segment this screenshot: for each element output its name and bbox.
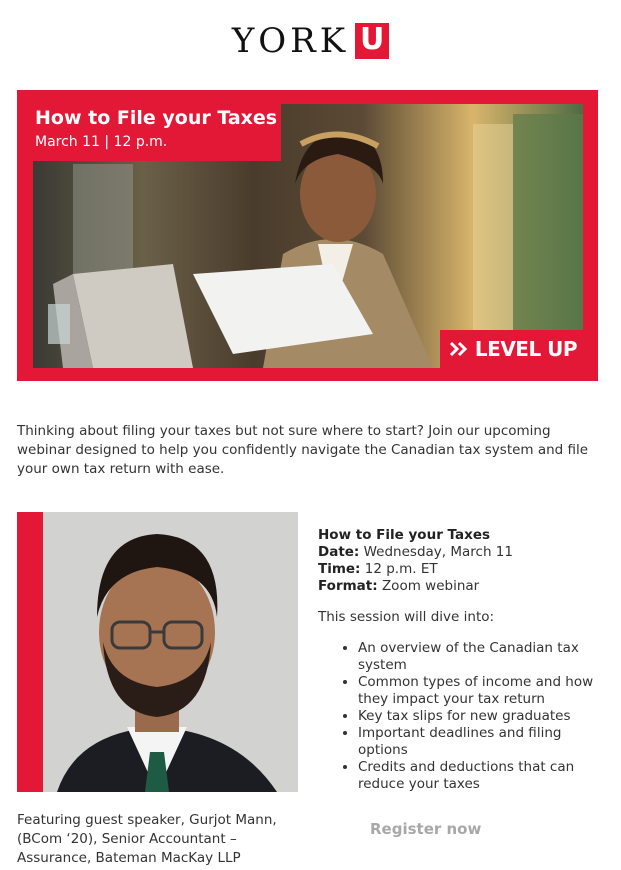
hero-banner bbox=[17, 90, 598, 381]
list-item: • Important deadlines and filing options bbox=[358, 725, 608, 759]
speaker-red-accent bbox=[17, 512, 43, 792]
logo-red-box bbox=[355, 23, 389, 59]
event-date-value: Wednesday, March 11 bbox=[363, 544, 513, 560]
event-format-value: Zoom webinar bbox=[381, 578, 480, 594]
topics-list bbox=[318, 640, 608, 793]
event-title: How to File your Taxes bbox=[318, 527, 491, 543]
event-details bbox=[318, 527, 608, 793]
intro-paragraph: Thinking about filing your taxes but not sure where to start? Join our upcoming webinar designed to help you confidently navigate the Canadian tax system and file your own tax return with ease. bbox=[17, 423, 589, 477]
event-format bbox=[318, 578, 608, 595]
speaker-portrait bbox=[17, 512, 298, 792]
logo-box-letter: U bbox=[359, 22, 385, 57]
level-up-badge bbox=[440, 330, 586, 368]
speaker-photo bbox=[17, 512, 298, 792]
event-time-value: 12 p.m. ET bbox=[364, 561, 438, 577]
event-date-label: Date: bbox=[318, 544, 360, 560]
event-format-label: Format: bbox=[318, 578, 378, 594]
speaker-caption: Featuring guest speaker, Gurjot Mann, (BCom ‘20), Senior Accountant – Assurance, Bateman MacKay LLP bbox=[17, 812, 277, 866]
double-chevron-right-icon bbox=[449, 341, 469, 357]
event-time-label: Time: bbox=[318, 561, 361, 577]
list-item: • Credits and deductions that can reduce your taxes bbox=[358, 759, 608, 793]
list-item: • Common types of income and how they impact your tax return bbox=[358, 674, 608, 708]
hero-date: March 11 | 12 p.m. bbox=[35, 133, 168, 150]
york-u-logo bbox=[0, 20, 621, 62]
list-item: • An overview of the Canadian tax system bbox=[358, 640, 608, 674]
register-now-link[interactable]: Register now bbox=[370, 820, 482, 838]
logo-wordmark: YORK bbox=[231, 21, 350, 61]
event-date bbox=[318, 544, 608, 561]
session-lead: This session will dive into: bbox=[318, 609, 495, 625]
hero-title-box bbox=[33, 104, 281, 161]
event-time bbox=[318, 561, 608, 578]
hero-title: How to File your Taxes bbox=[35, 107, 278, 129]
level-up-text: LEVEL UP bbox=[474, 337, 578, 361]
list-item: • Key tax slips for new graduates bbox=[358, 708, 608, 725]
